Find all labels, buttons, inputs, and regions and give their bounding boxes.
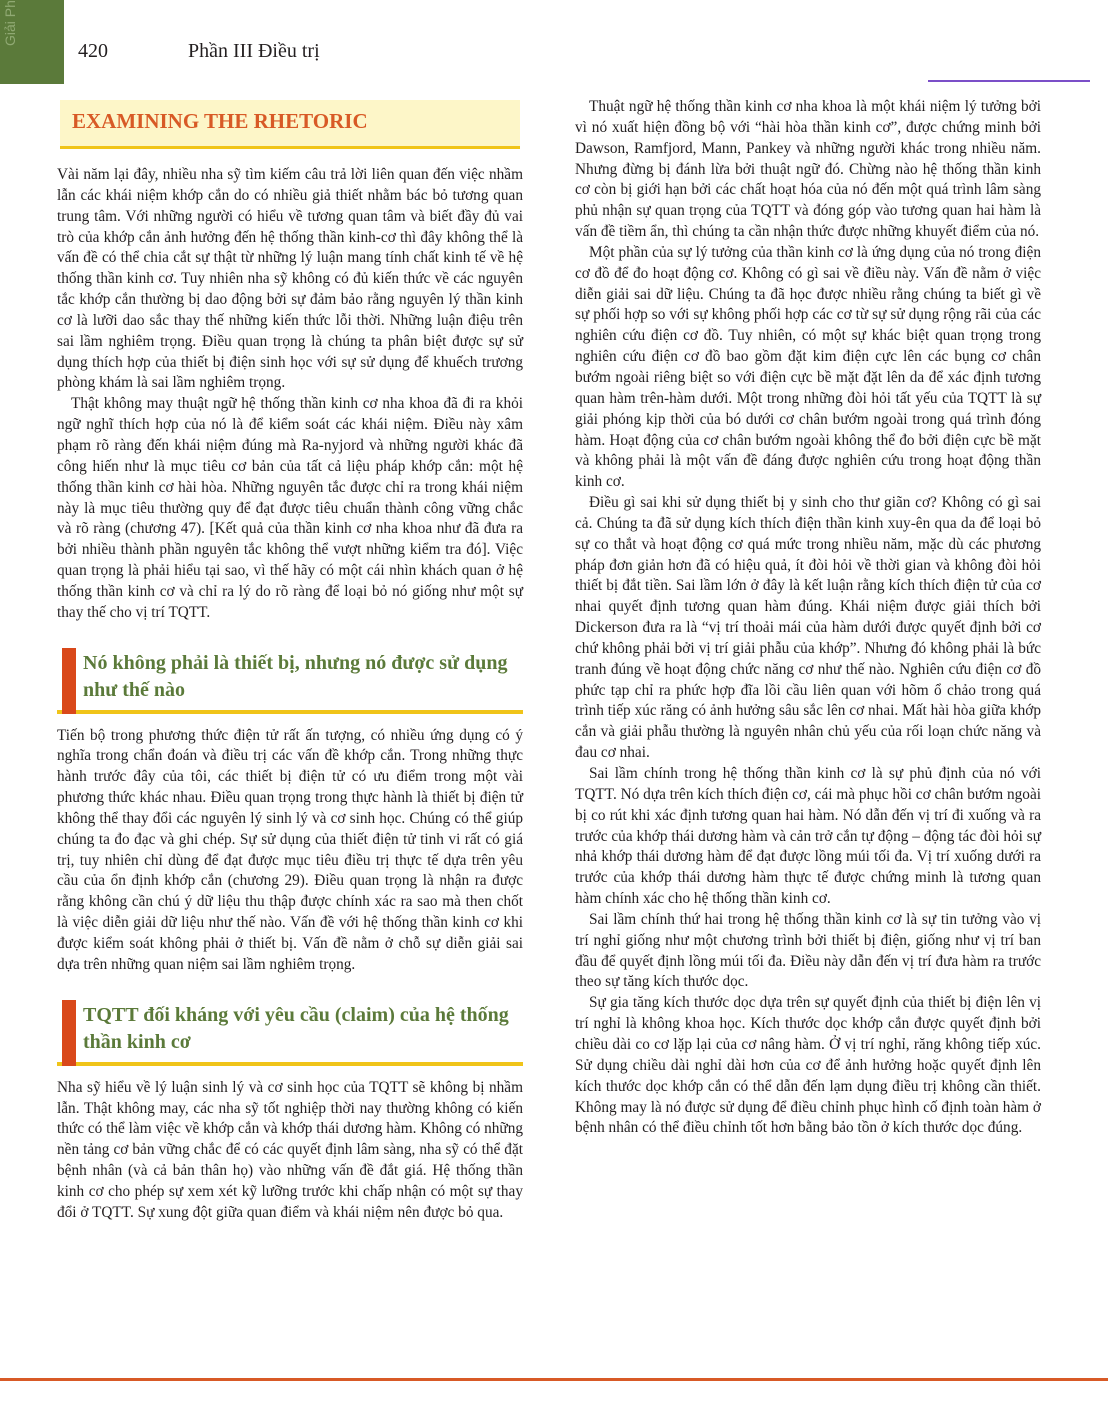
rhetoric-box — [60, 100, 520, 149]
section-heading — [57, 648, 523, 714]
body-paragraph: Tiến bộ trong phương thức điện tử rất ấn tượng, có nhiều ứng dụng có ý nghĩa trong chẩn đoán và điều trị các vấn đề khớp cắn. Trong những thực hành trước đây của tôi, các thiết bị điện tử có ưu điểm trong một vài phương thức khác nhau. Điều quan trọng trong thực hành là thiết bị điện tử không thể thay đổi các nguyên lý sinh lý và cơ sinh học. Chúng có thể giúp chúng ta đo đạc và ghi chép. Sự sử dụng của thiết điện tử tinh vi rất có giá trị, tuy nhiên chỉ dùng để đạt được mục tiêu điều trị thực tế dựa trên yêu cầu của ổn định khớp cắn (chương 29). Điều quan trọng là nhận ra được rằng không cần chú ý dữ liệu thu thập được chính xác ra sao mà then chốt là việc diễn giải dữ liệu như thế nào. Vấn đề với hệ thống thần kinh cơ khi được kiểm soát không phải ở thiết bị. Vấn đề nằm ở chỗ sự diễn giải sai dựa trên những quan niệm sai lầm nghiêm trọng. — [57, 726, 523, 973]
page-number: 420 — [78, 40, 108, 62]
rhetoric-title: EXAMINING THE RHETORIC — [72, 109, 368, 133]
side-tab-label: Giải Ph — [2, 0, 18, 46]
body-paragraph: Vài năm lại đây, nhiều nha sỹ tìm kiếm câu trả lời liên quan đến việc nhầm lẫn các khái niệm khớp cắn do có nhiều giả thiết nhằm bác bỏ tương quan trung tâm. Với những người có hiểu về tương quan tâm và biết đầy đủ vai trò của khớp cắn ảnh hưởng đến hệ thống thần kinh-cơ thì đây không thể là vấn đề có thể chia cắt sự thật từ những lý luận mang tính chất kinh tế về hệ thống thần kinh cơ. Tuy nhiên nha sỹ không có đủ kiến thức về các nguyên tắc khớp cắn thường bị dao động bởi sự đảm bảo rằng nguyên lý thần kinh cơ là lưỡi dao sắc thay thế những kiến thức lỗi thời. Những luận điệu trên sai lầm nghiêm trọng. Điều quan trọng là chúng ta phân biệt được sự sử dụng thích hợp của thiết bị điện sinh học với sự sử dụng để khuếch trương phòng khám là sai lầm nghiêm trọng. — [57, 166, 523, 392]
body-paragraph: Sai lầm chính trong hệ thống thần kinh cơ là sự phủ định của nó với TQTT. Nó dựa trên kích thích điện cơ, cái mà phục hồi cơ chân bướm ngoài bị co rút khi xác định tương quan hai hàm. Nó dẫn đến vị trí đi xuống và ra trước của khớp thái dương hàm và cản trở cắn tự động – động tác đòi hỏi sự nhả khớp thái dương hàm để đạt được lồng múi tối đa. Vị trí xuống dưới ra trước của khớp thái dương hàm thực tế được chứng minh là tương quan hàm chính xác cho hệ thống thần kinh cơ. — [575, 765, 1041, 908]
right-column — [575, 97, 1041, 1139]
body-paragraph: Sai lầm chính thứ hai trong hệ thống thần kinh cơ là sự tin tưởng vào vị trí nghỉ giống như một chương trình bởi thiết bị điện, giống như vị trí ban đầu để quyết định lồng múi tối đa. Điều này dẫn đến vị trí đưa hàm ra trước theo sự tăng kích thước dọc. — [575, 910, 1041, 991]
footer-rule — [0, 1378, 1108, 1381]
body-paragraph: Thuật ngữ hệ thống thần kinh cơ nha khoa là một khái niệm lý tưởng bởi vì nó xuất hiện đồng bộ với “hài hòa thần kinh cơ”, được chứng minh bởi Dawson, Ramfjord, Mann, Pankey và những người khác trong nhiều năm. Nhưng đừng bị đánh lừa bởi thuật ngữ đó. Chừng nào hệ thống thần kinh cơ còn bị giới hạn bởi các chất hoạt hóa của nó đến một quá trình lâm sàng phủ nhận sự quan trọng của TQTT và đóng góp vào tương quan hai hàm là vấn đề tiềm ẩn, thì chúng ta cần nhận thức được những khuyết điểm của nó. — [575, 98, 1041, 241]
body-paragraph: Điều gì sai khi sử dụng thiết bị y sinh cho thư giãn cơ? Không có gì sai cả. Chúng ta đã sử dụng kích thích điện thần kinh xuy-ên qua da để loại bỏ sự co thắt và hoạt động cơ quá mức trong nhiều năm, mặc dù các phương pháp đơn giản hơn đã có hiệu quả, ít đòi hỏi về thời gian và không đòi hỏi thiết bị đắt tiền. Sai lầm lớn ở đây là kết luận rằng kích thích điện tử của cơ nhai quyết định tương quan hàm đúng. Khái niệm được giải thích bởi Dickerson đưa ra là “vị trí thoải mái của hàm dưới được quyết định bởi cơ chứ không phải bởi vị trí giải phẫu của khớp”. Nhưng đó không phải là bức tranh đúng về hoạt động chức năng cơ như thế nào. Nghiên cứu điện cơ đồ phức tạp chỉ ra phức hợp đĩa lồi cầu liên quan với hõm ổ chảo trong quá trình tiếp xúc răng có ảnh hưởng sâu sắc lên cơ nhai. Mất hài hòa giữa khớp cắn và giải phẫu thường là nguyên nhân chủ yếu của rối loạn chức năng và đau cơ nhai. — [575, 494, 1041, 762]
heading-bar — [62, 1000, 76, 1066]
running-head: Phần III Điều trị — [188, 40, 320, 62]
heading-bar — [62, 648, 76, 714]
header-rule — [928, 80, 1090, 82]
body-paragraph: Sự gia tăng kích thước dọc dựa trên sự quyết định của thiết bị điện lên vị trí nghỉ là không khoa học. Kích thước dọc khớp cắn được quyết định bởi chiều dài co cơ lặp lại của cơ nâng hàm. Ở vị trí nghỉ, răng không tiếp xúc. Sử dụng chiều dài nghỉ dài hơn của cơ để ảnh hưởng hoặc quyết định lên kích thước dọc khớp cắn có thể dẫn đến lạm dụng điều trị không cần thiết. Không may là nó được sử dụng để điều chỉnh phục hình cố định toàn hàm ở bệnh nhân có thể điều chỉnh tốt hơn bằng bảo tồn ở kích thước dọc đúng. — [575, 994, 1041, 1137]
body-paragraph: Nha sỹ hiểu về lý luận sinh lý và cơ sinh học của TQTT sẽ không bị nhầm lẫn. Thật không may, các nha sỹ tốt nghiệp thời nay thường không có kiến thức có thể làm việc về khớp cắn và khớp thái dương hàm. Không có những nền tảng cơ bản vững chắc để có các quyết định lâm sàng, nha sỹ có thể đặt bệnh nhân (và cả bản thân họ) vào những vấn đề đắt giá. Hệ thống thần kinh cơ cho phép sự xem xét kỹ lưỡng trước khi chấp nhận có một sự thay đổi ở TQTT. Sự xung đột giữa quan điểm và khái niệm nên được bỏ qua. — [57, 1078, 523, 1221]
side-tab — [0, 0, 64, 84]
body-paragraph: Thật không may thuật ngữ hệ thống thần kinh cơ nha khoa đã đi ra khỏi ngữ nghĩ thích hợp của nó là để kiểm soát các khái niệm. Điều này xâm phạm rõ ràng đến khái niệm đúng mà Ra-nyjord và những người khác đã công hiến như là mục tiêu cơ bản của tất cả liệu pháp khớp cắn: một hệ thống thần kinh cơ hài hòa. Những nguyên tắc được chỉ ra trong khái niệm này là mục tiêu thường quy để đạt được tiêu chuẩn thành công vững chắc và rõ ràng (chương 47). [Kết quả của thần kinh cơ nha khoa như đã đưa ra bởi nhiều thành phần nguyên tắc không thể vượt những kiểm tra đó]. Việc quan trọng là phải hiểu tại sao, vì thế hãy có một cái nhìn khách quan ở hệ thống thần kinh cơ và chỉ ra lý do rõ ràng để loại bỏ nó giống như một sự thay thế cho vị trí TQTT. — [57, 395, 523, 621]
section-heading — [57, 1000, 523, 1066]
section-heading-text: TQTT đối kháng với yêu cầu (claim) của hệ thống thần kinh cơ — [83, 1003, 509, 1053]
body-paragraph: Một phần của sự lý tưởng của thần kinh cơ là ứng dụng của nó trong điện cơ đồ để đo hoạt động cơ. Không có gì sai về điều này. Vấn đề nằm ở việc diễn giải sai dữ liệu. Chúng ta đã học được nhiều rằng chúng ta biết gì về sự phối hợp so với sự không phối hợp các cơ từ sự sử dụng rộng rãi của các nghiên cứu điện cơ đồ. Tuy nhiên, có một sự khác biệt quan trọng trong nghiên cứu điện cơ đồ bao gồm đặt kim điện cực lên các bụng cơ chân bướm ngoài riêng biệt so với điện cực bề mặt đặt lên da để xác định tương quan hàm trên-hàm dưới. Một trong những đòi hỏi tất yếu của TQTT là sự giải phóng kịp thời của bó dưới cơ chân bướm ngoài trong quá trình đóng hàm. Hoạt động của cơ chân bướm ngoài không thể đo bởi điện cực bề mặt và không phải là một vấn đề đáng được nghiên cứu trong hoạt động thần kinh cơ. — [575, 243, 1041, 491]
section-heading-text: Nó không phải là thiết bị, nhưng nó được sử dụng như thế nào — [83, 651, 508, 701]
left-column — [57, 165, 523, 1224]
